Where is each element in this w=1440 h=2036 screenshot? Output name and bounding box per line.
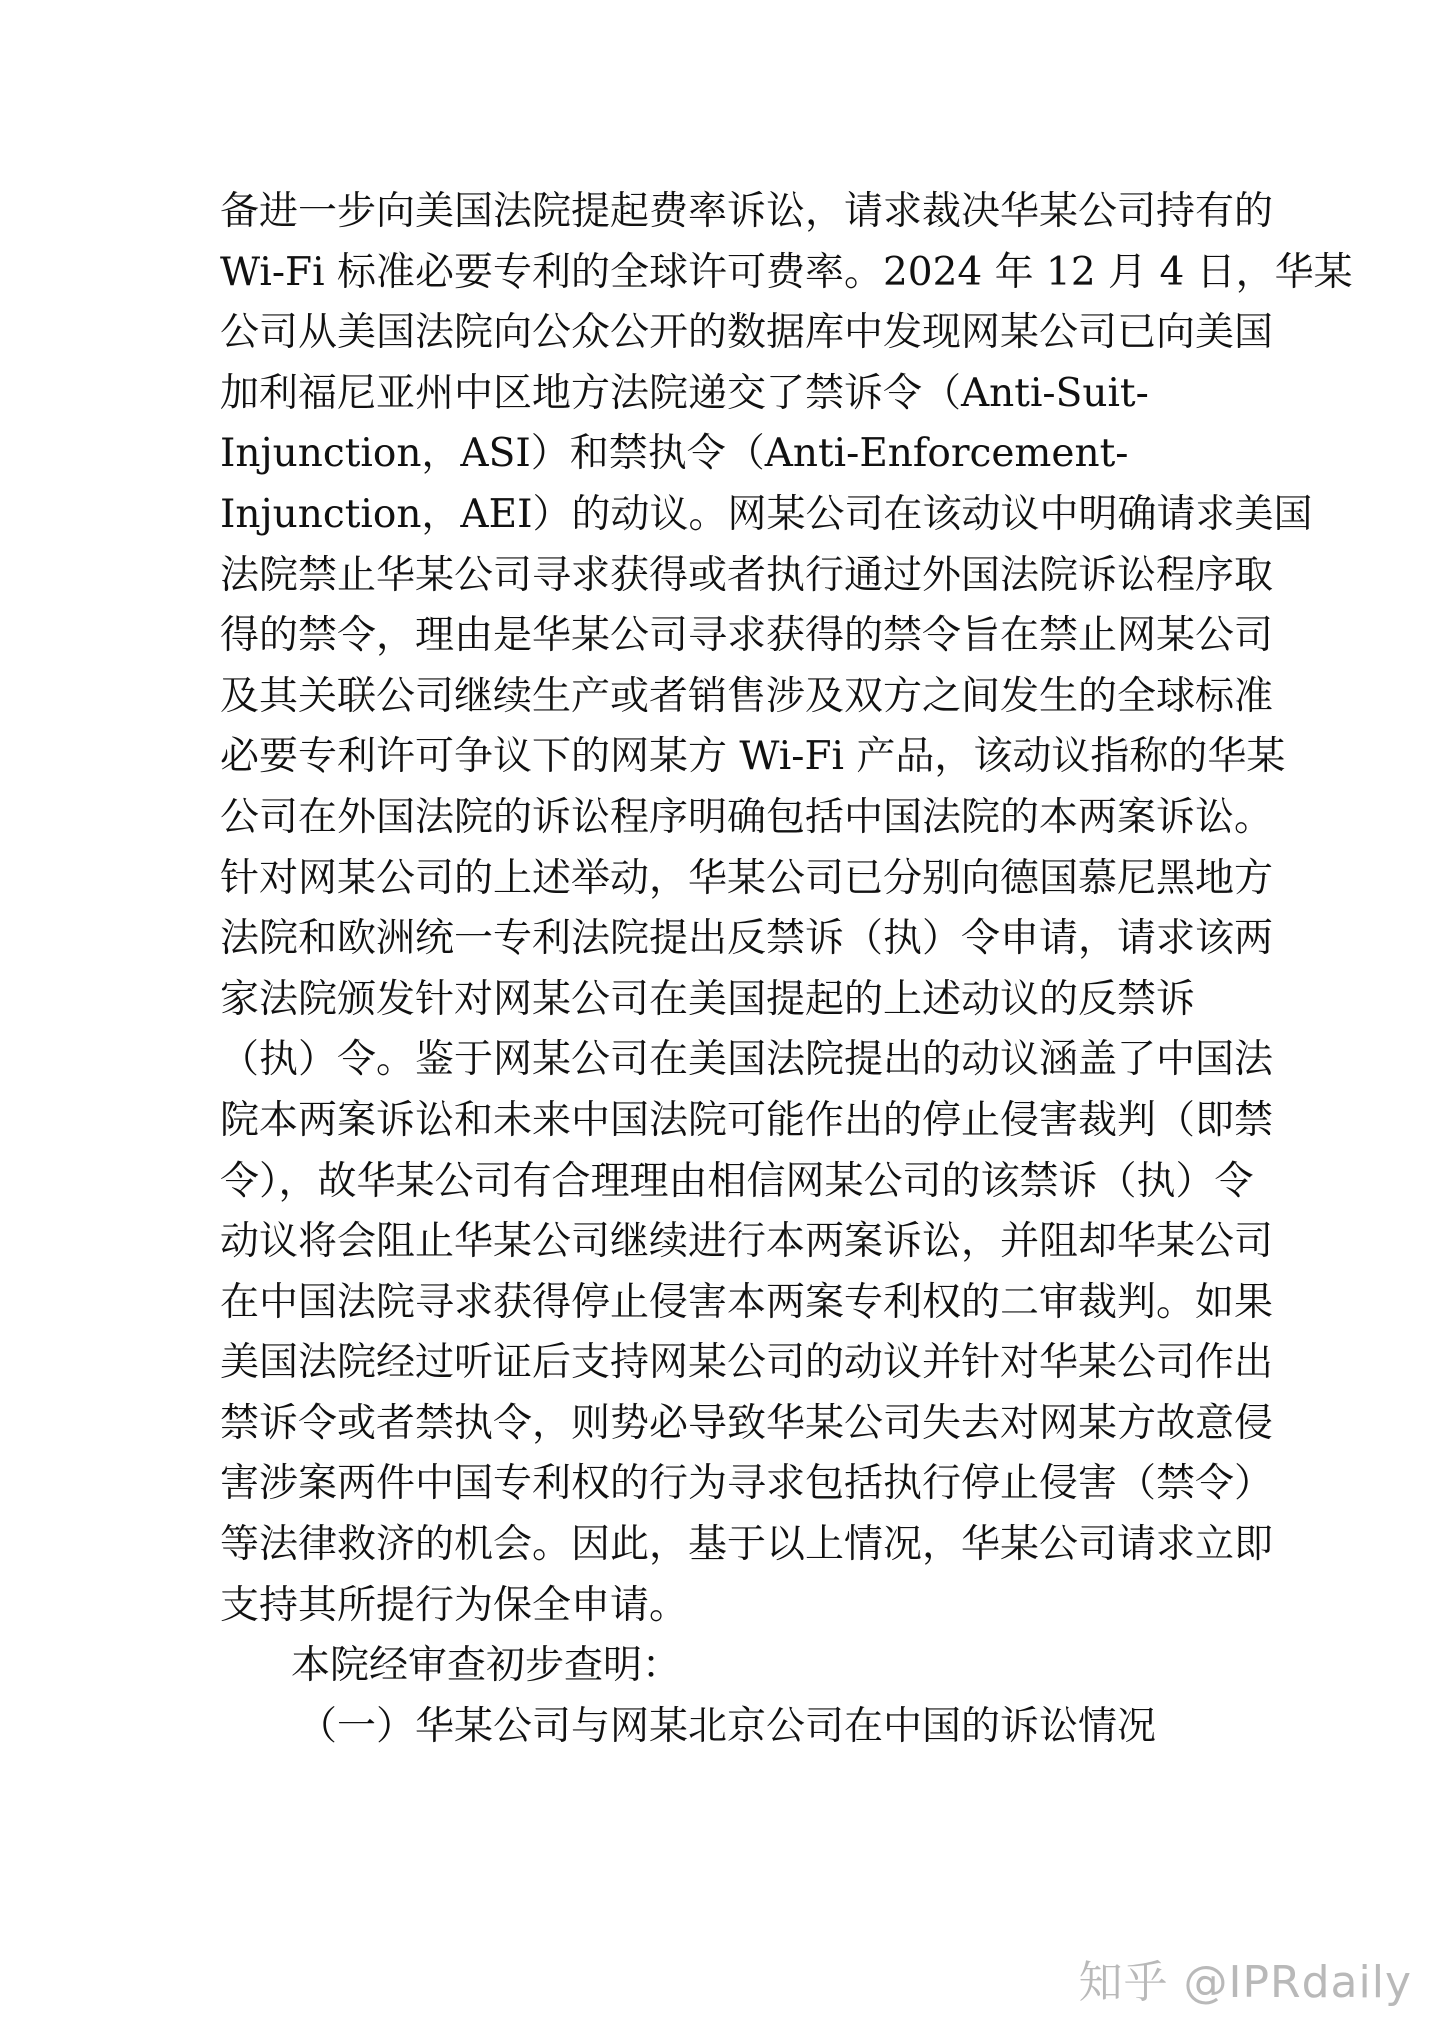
zhihu-watermark: 知乎 @IPRdaily (1078, 1957, 1412, 2008)
paragraph-line: Injunction，AEI）的动议。网某公司在该动议中明确请求美国 (220, 491, 1313, 537)
document-page (220, 182, 1353, 1757)
paragraph-line: 得的禁令，理由是华某公司寻求获得的禁令旨在禁止网某公司 (220, 613, 1274, 659)
paragraph-line: 法院和欧洲统一专利法院提出反禁诉（执）令申请，请求该两 (220, 916, 1274, 962)
paragraph-line: 备进一步向美国法院提起费率诉讼，请求裁决华某公司持有的 (220, 189, 1274, 234)
paragraph-line: 动议将会阻止华某公司继续进行本两案诉讼，并阻却华某公司 (220, 1219, 1274, 1265)
finding-intro: 本院经审查初步查明： (291, 1643, 682, 1689)
paragraph-line: 害涉案两件中国专利权的行为寻求包括执行停止侵害（禁令） (220, 1461, 1274, 1507)
paragraph-line: 针对网某公司的上述举动，华某公司已分别向德国慕尼黑地方 (220, 855, 1274, 901)
paragraph-line: 令），故华某公司有合理理由相信网某公司的该禁诉（执）令 (220, 1158, 1254, 1204)
paragraph-line: 院本两案诉讼和未来中国法院可能作出的停止侵害裁判（即禁 (220, 1097, 1274, 1143)
paragraph-line: 公司从美国法院向公众公开的数据库中发现网某公司已向美国 (220, 310, 1274, 356)
paragraph-line: Injunction，ASI）和禁执令（Anti-Enforcement- (220, 431, 1129, 477)
paragraph-line: 禁诉令或者禁执令，则势必导致华某公司失去对网某方故意侵 (220, 1400, 1274, 1446)
paragraph-line: 支持其所提行为保全申请。 (220, 1582, 689, 1628)
paragraph-line: Wi-Fi 标准必要专利的全球许可费率。2024 年 12 月 4 日，华某 (220, 249, 1353, 295)
paragraph-line: 在中国法院寻求获得停止侵害本两案专利权的二审裁判。如果 (220, 1279, 1274, 1325)
paragraph-line: （执）令。鉴于网某公司在美国法院提出的动议涵盖了中国法 (220, 1037, 1274, 1083)
paragraph-line: 等法律救济的机会。因此，基于以上情况，华某公司请求立即 (220, 1522, 1274, 1568)
paragraph-line: 必要专利许可争议下的网某方 Wi-Fi 产品，该动议指称的华某 (220, 734, 1286, 780)
paragraph-line: 加利福尼亚州中区地方法院递交了禁诉令（Anti-Suit- (220, 370, 1149, 416)
paragraph-line: 公司在外国法院的诉讼程序明确包括中国法院的本两案诉讼。 (220, 794, 1274, 840)
paragraph-line: 美国法院经过听证后支持网某公司的动议并针对华某公司作出 (220, 1340, 1274, 1386)
paragraph-line: 及其关联公司继续生产或者销售涉及双方之间发生的全球标准 (220, 673, 1274, 719)
paragraph-line: 家法院颁发针对网某公司在美国提起的上述动议的反禁诉 (220, 976, 1196, 1022)
section-heading: （一）华某公司与网某北京公司在中国的诉讼情况 (298, 1703, 1157, 1749)
paragraph-line: 法院禁止华某公司寻求获得或者执行通过外国法院诉讼程序取 (220, 552, 1274, 598)
